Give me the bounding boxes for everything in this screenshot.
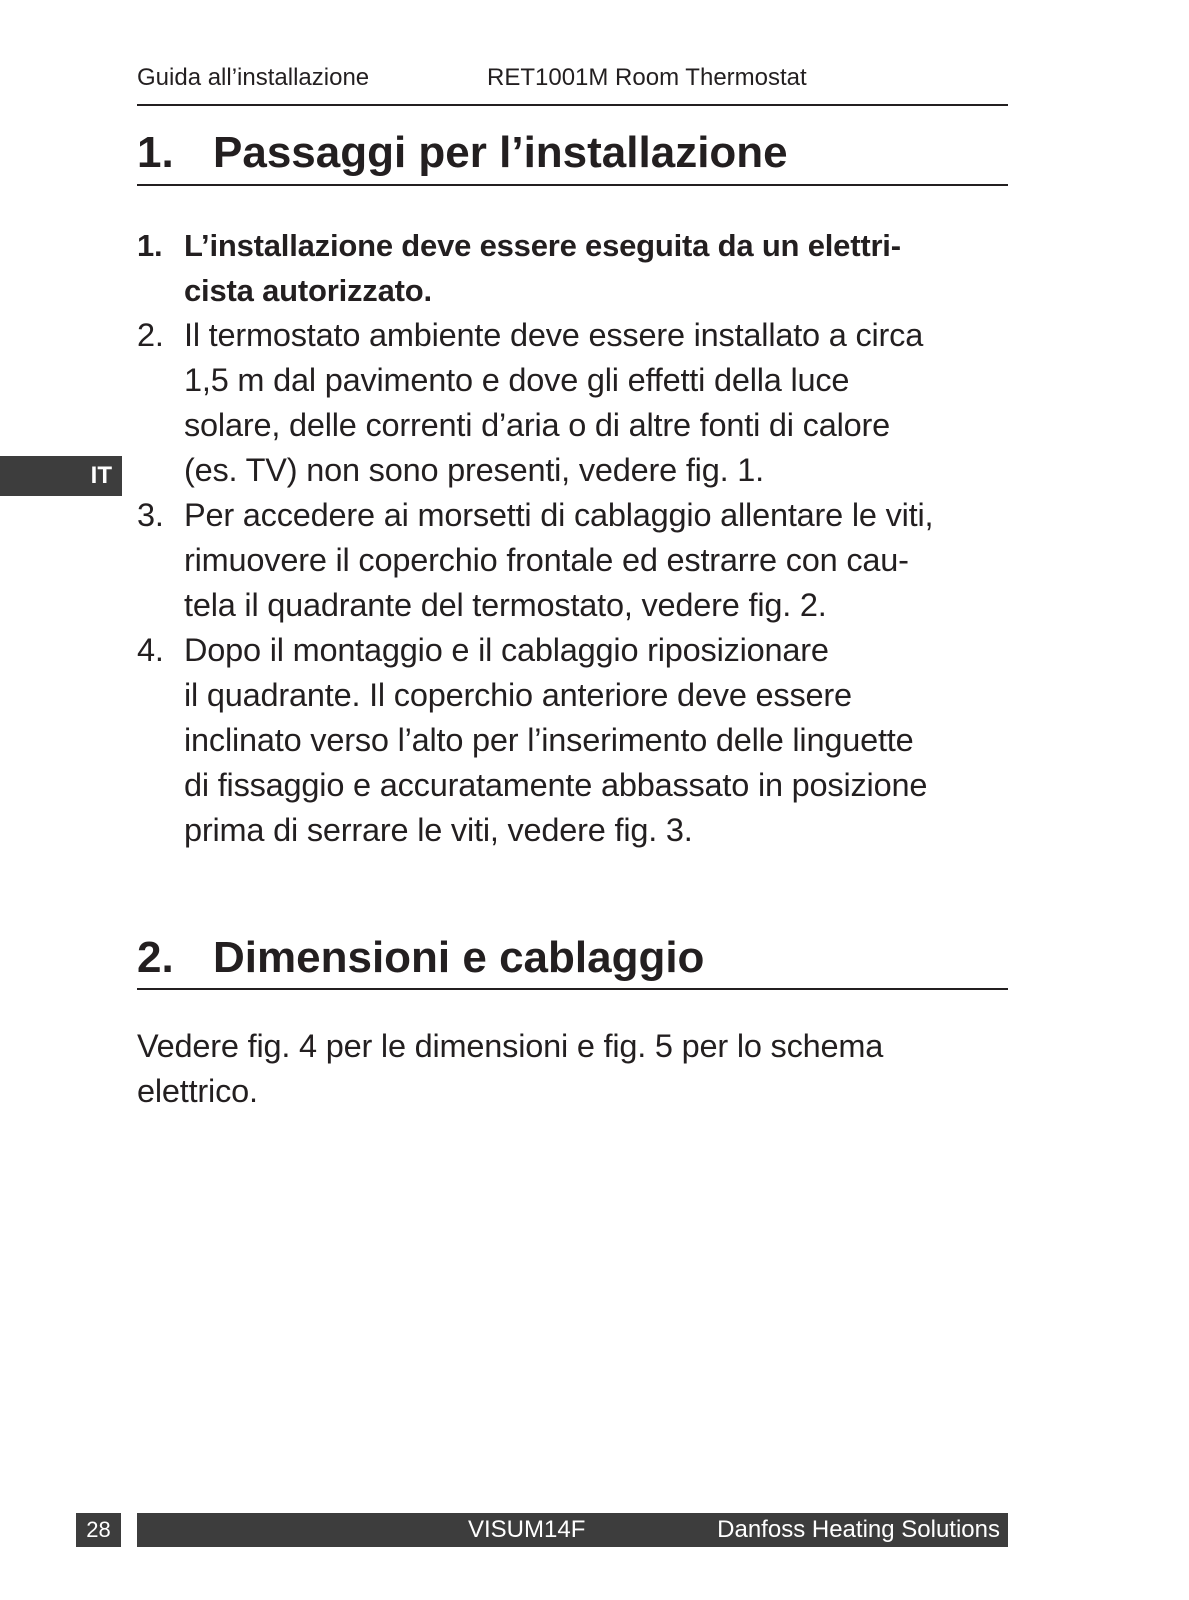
language-tab: IT bbox=[0, 456, 122, 496]
step-line: cista autorizzato. bbox=[184, 273, 432, 308]
step-line: Il termostato ambiente deve essere installato a circa bbox=[184, 317, 924, 353]
section2-paragraph bbox=[137, 1024, 1017, 1114]
step-3 bbox=[137, 493, 1017, 628]
header-product-name: RET1001M Room Thermostat bbox=[487, 64, 807, 91]
paragraph-line: Vedere fig. 4 per le dimensioni e fig. 5 per lo schema bbox=[137, 1028, 884, 1064]
paragraph-line: elettrico. bbox=[137, 1073, 258, 1109]
step-line: di fissaggio e accuratamente abbassato in posizione bbox=[184, 767, 928, 803]
step-line: rimuovere il coperchio frontale ed estrarre con cau- bbox=[184, 542, 909, 578]
step-line: il quadrante. Il coperchio anteriore deve essere bbox=[184, 677, 852, 713]
footer-bar bbox=[137, 1513, 1008, 1547]
step-line: Dopo il montaggio e il cablaggio riposizionare bbox=[184, 632, 829, 668]
step-number: 1. bbox=[137, 228, 163, 263]
step-line: 1,5 m dal pavimento e dove gli effetti della luce bbox=[184, 362, 850, 398]
page-number: 28 bbox=[76, 1513, 121, 1547]
footer-doc-code: VISUM14F bbox=[468, 1516, 586, 1543]
section1-heading bbox=[137, 128, 788, 178]
step-number: 4. bbox=[137, 632, 164, 668]
section2-number: 2. bbox=[137, 933, 174, 982]
section1-title: Passaggi per l’installazione bbox=[213, 128, 788, 177]
installation-steps bbox=[137, 223, 1017, 853]
header-doc-title: Guida all’installazione bbox=[137, 64, 370, 91]
step-line: solare, delle correnti d’aria o di altre fonti di calore bbox=[184, 407, 890, 443]
step-line: prima di serrare le viti, vedere fig. 3. bbox=[184, 812, 693, 848]
step-number: 2. bbox=[137, 317, 164, 353]
step-line: Per accedere ai morsetti di cablaggio allentare le viti, bbox=[184, 497, 934, 533]
step-line: inclinato verso l’alto per l’inserimento delle linguette bbox=[184, 722, 914, 758]
section2-heading bbox=[137, 933, 704, 983]
step-number: 3. bbox=[137, 497, 164, 533]
header-rule bbox=[137, 104, 1008, 106]
section2-title: Dimensioni e cablaggio bbox=[213, 933, 705, 982]
step-line: (es. TV) non sono presenti, vedere fig. 1. bbox=[184, 452, 764, 488]
step-4 bbox=[137, 628, 1017, 853]
footer-brand: Danfoss Heating Solutions bbox=[717, 1516, 1000, 1543]
step-line: tela il quadrante del termostato, vedere fig. 2. bbox=[184, 587, 827, 623]
section1-rule bbox=[137, 184, 1008, 186]
step-2 bbox=[137, 313, 1017, 493]
step-1 bbox=[137, 223, 1017, 313]
section1-number: 1. bbox=[137, 128, 174, 177]
step-line: L’installazione deve essere eseguita da un elettri- bbox=[184, 228, 901, 263]
section2-rule bbox=[137, 988, 1008, 990]
